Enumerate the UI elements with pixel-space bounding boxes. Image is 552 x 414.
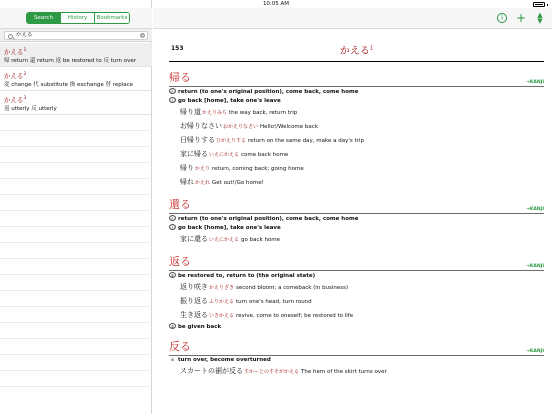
example-row	[180, 294, 544, 308]
example-japanese: スカートの裾が反る	[180, 367, 243, 375]
result-summary: 帰 return 還 return 返 be restored to 反 turn over	[4, 58, 136, 65]
tab-history[interactable]: History	[61, 13, 95, 23]
example-row	[180, 232, 544, 246]
sense-marker: ⓓ	[170, 89, 175, 94]
empty-row	[0, 211, 152, 227]
kanji-link[interactable]: →KANJI	[526, 207, 544, 212]
empty-row	[0, 179, 152, 195]
list-item[interactable]	[0, 91, 152, 115]
battery-icon	[533, 2, 548, 7]
example-english: Get out!/Go home!	[212, 180, 264, 186]
example-japanese: 生き返る	[180, 311, 208, 319]
kanji-heading	[169, 255, 544, 271]
sense-marker: ⓐ	[170, 225, 175, 230]
sense-text: go back [home], take one's leave	[178, 225, 281, 231]
empty-row	[0, 323, 152, 339]
result-summary: 変 change 代 substitute 換 exchange 替 replace	[4, 82, 134, 89]
entry-view	[153, 30, 552, 414]
example-row	[180, 280, 544, 294]
kanji-block	[169, 340, 544, 378]
example-reading: ふりかえる	[209, 299, 235, 305]
kanji-headword: 帰る	[169, 71, 191, 84]
example-reading: いきかえる	[209, 313, 235, 319]
kanji-link[interactable]: →KANJI	[526, 264, 544, 269]
list-item[interactable]	[0, 67, 152, 91]
toolbar	[153, 8, 552, 29]
empty-row	[0, 163, 152, 179]
example-english: come back home	[241, 152, 289, 158]
example-row	[180, 308, 544, 322]
result-headword: かえる$^1$	[4, 48, 27, 57]
example-reading: かえりみち	[202, 110, 228, 116]
sense	[169, 272, 544, 280]
sense-marker: ②	[170, 324, 175, 329]
sense-marker: ⓐ	[170, 98, 175, 103]
empty-row	[0, 339, 152, 355]
empty-row	[0, 275, 152, 291]
example-japanese: 帰り道	[180, 108, 201, 116]
add-bookmark-icon[interactable]: +	[515, 11, 527, 25]
entry-title: かえる$^1$	[339, 45, 374, 57]
kanji-link[interactable]: →KANJI	[526, 349, 544, 354]
kanji-block	[169, 71, 544, 189]
example-row	[180, 105, 544, 119]
sense	[169, 88, 544, 96]
example-reading: かえりざき	[209, 285, 235, 291]
empty-row	[0, 227, 152, 243]
sense-marker: ⓓ	[170, 216, 175, 221]
search-field[interactable]	[4, 31, 148, 40]
sense-text: turn over, become overturned	[178, 357, 271, 363]
example-row	[180, 147, 544, 161]
kanji-heading	[169, 71, 544, 87]
tab-bookmarks[interactable]: Bookmarks	[96, 15, 128, 21]
example-reading: すかーとのすそがかえる	[244, 369, 300, 375]
example-row	[180, 119, 544, 133]
example-japanese: 帰れ	[180, 178, 194, 186]
sidebar	[0, 0, 152, 414]
kanji-heading	[169, 340, 544, 356]
sidebar-header	[0, 8, 152, 29]
sense	[169, 97, 544, 105]
example-japanese: 日帰りする	[180, 136, 215, 144]
clear-icon[interactable]: ✕	[140, 33, 145, 38]
empty-row	[0, 115, 152, 131]
example-reading: おかえりなさい	[223, 124, 259, 130]
example-row	[180, 161, 544, 175]
example-reading: かえれ	[195, 180, 211, 186]
sense	[169, 357, 544, 364]
example-english: second bloom; a comeback (in business)	[236, 285, 349, 291]
example-english: revive, come to oneself; be restored to life	[236, 313, 354, 319]
kanji-headword: 反る	[169, 340, 191, 353]
result-summary: 返 utterly 反 utterly	[4, 106, 57, 113]
sense-text: return (to one's original position), come back, come home	[178, 89, 359, 95]
sense-text: be given back	[178, 324, 222, 330]
kanji-block	[169, 255, 544, 331]
entry-header	[169, 36, 544, 62]
kanji-block	[169, 198, 544, 246]
search-bar	[0, 29, 152, 42]
empty-row	[0, 291, 152, 307]
sense	[169, 215, 544, 223]
kanji-heading	[169, 198, 544, 214]
sense	[169, 224, 544, 232]
example-row	[180, 133, 544, 147]
segmented-control	[26, 12, 130, 24]
example-japanese: お帰りなさい	[180, 122, 222, 130]
example-english: the way back, return trip	[229, 110, 298, 116]
example-japanese: 振り返る	[180, 297, 208, 305]
example-japanese: 家に還る	[180, 235, 208, 243]
example-reading: かえり	[195, 166, 211, 172]
sense-text: go back [home], take one's leave	[178, 98, 281, 104]
search-input[interactable]	[16, 32, 136, 39]
empty-row	[0, 195, 152, 211]
sense	[169, 323, 544, 331]
example-row	[180, 175, 544, 189]
clock: 10:05 AM	[262, 1, 290, 7]
kanji-headword: 返る	[169, 255, 191, 268]
empty-row	[0, 355, 152, 371]
kanji-headword: 還る	[169, 198, 191, 211]
example-reading: いえにかえる	[209, 152, 240, 158]
example-japanese: 帰り	[180, 164, 194, 172]
result-headword: かえる$^2$	[4, 72, 27, 81]
empty-row	[0, 147, 152, 163]
entry-number: 153	[171, 45, 184, 52]
sense-text: return (to one's original position), come back, come home	[178, 216, 359, 222]
sort-icon[interactable]: ▲ ▼	[537, 11, 543, 25]
empty-row	[0, 371, 152, 387]
kanji-link[interactable]: →KANJI	[526, 80, 544, 85]
example-english: return on the same day, make a day's trip	[248, 138, 364, 144]
example-english: go back home	[241, 237, 281, 243]
results-list	[0, 43, 152, 387]
example-japanese: 家に帰る	[180, 150, 208, 158]
example-english: The hem of the skirt turns over	[301, 369, 387, 375]
example-english: turn one's head, turn round	[236, 299, 312, 305]
empty-row	[0, 131, 152, 147]
empty-row	[0, 259, 152, 275]
example-reading: いえにかえる	[209, 237, 240, 243]
sense-marker: vi	[170, 357, 175, 362]
tab-search[interactable]: Search	[27, 13, 61, 23]
list-item[interactable]	[0, 43, 152, 67]
sense-marker: ①	[170, 273, 175, 278]
info-icon[interactable]: i	[496, 12, 508, 24]
result-headword: かえる$^3$	[4, 96, 27, 105]
example-english: return, coming back; going home	[212, 166, 304, 172]
example-english: Hello!/Welcome back	[260, 124, 318, 130]
search-icon	[8, 34, 13, 39]
example-japanese: 返り咲き	[180, 283, 208, 291]
sense-text: be restored to, return to (the original state)	[178, 273, 316, 279]
example-reading: ひがえりする	[216, 138, 247, 144]
example-row	[180, 364, 544, 378]
empty-row	[0, 243, 152, 259]
empty-row	[0, 307, 152, 323]
